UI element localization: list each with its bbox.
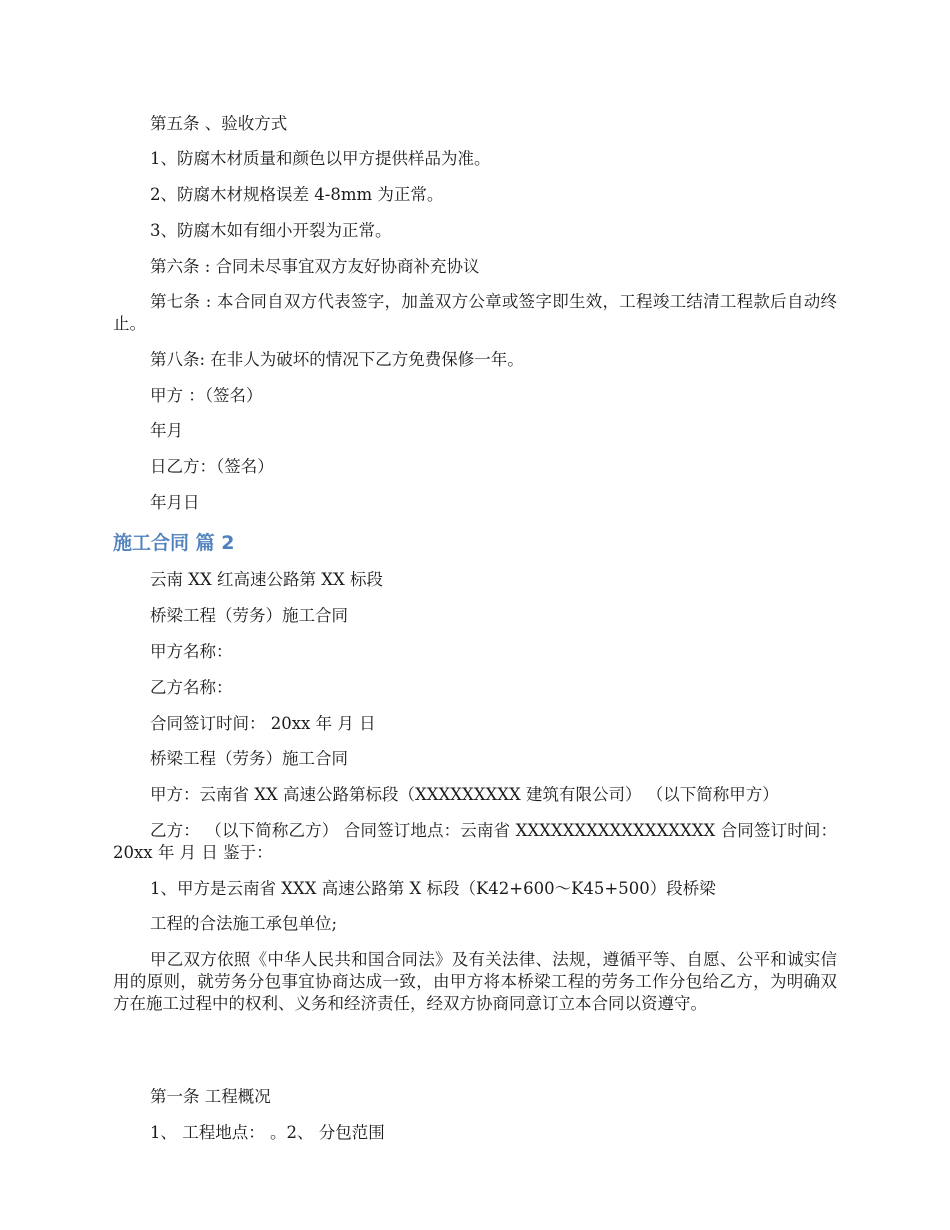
article-5-heading: 第五条 、验收方式 [150,114,288,133]
article-1-items: 1、 工程地点： 。2、 分包范围 [150,1123,385,1142]
signing-date: 合同签订时间： 20xx 年 月 日 [150,714,376,733]
article-7: 第七条 : 本合同自双方代表签字，加盖双方公章或签字即生效，工程竣工结清工程款后自动终止。 [113,292,837,333]
party-a-info: 甲方：云南省 XX 高速公路第标段（XXXXXXXXX 建筑有限公司） （以下简称甲方） [150,785,779,804]
section-heading: 施工合同 篇 2 [113,532,235,554]
contract-title-repeat: 桥梁工程（劳务）施工合同 [150,749,348,768]
party-b-name: 乙方名称： [150,678,233,697]
article-8: 第八条: 在非人为破坏的情况下乙方免费保修一年。 [150,350,524,369]
project-title: 云南 XX 红高速公路第 XX 标段 [150,570,383,589]
recital-1-continued: 工程的合法施工承包单位; [150,914,338,933]
article-5-item-2: 2、防腐木材规格误差 4-8mm 为正常。 [150,185,444,204]
article-5-item-3: 3、防腐木如有细小开裂为正常。 [150,221,392,240]
article-6: 第六条 : 合同未尽事宜双方友好协商补充协议 [150,257,480,276]
article-5-item-1: 1、防腐木材质量和颜色以甲方提供样品为准。 [150,149,491,168]
party-b-date: 年月日 [150,493,200,512]
recital-1: 1、甲方是云南省 XXX 高速公路第 X 标段（K42+600～K45+500）段桥梁 [150,879,716,898]
article-1-heading: 第一条 工程概况 [150,1087,271,1106]
party-a-signature: 甲方 ：（签名） [150,386,263,405]
party-a-date: 年月 [150,421,183,440]
agreement-preamble: 甲乙双方依照《中华人民共和国合同法》及有关法律、法规，遵循平等、自愿、公平和诚实信用的原则，就劳务分包事宜协商达成一致，由甲方将本桥梁工程的劳务工作分包给乙方，为明确双方在施工过程中的权利、义务和经济责任，经双方协商同意订立本合同以资遵守。 [113,950,837,1013]
party-a-name: 甲方名称： [150,642,233,661]
party-b-info: 乙方： （以下简称乙方） 合同签订地点：云南省 XXXXXXXXXXXXXXXXX 合同签订时间：20xx 年 月 日 鉴于： [113,821,837,862]
party-b-signature: 日乙方：（签名） [150,457,274,476]
contract-title: 桥梁工程（劳务）施工合同 [150,606,348,625]
